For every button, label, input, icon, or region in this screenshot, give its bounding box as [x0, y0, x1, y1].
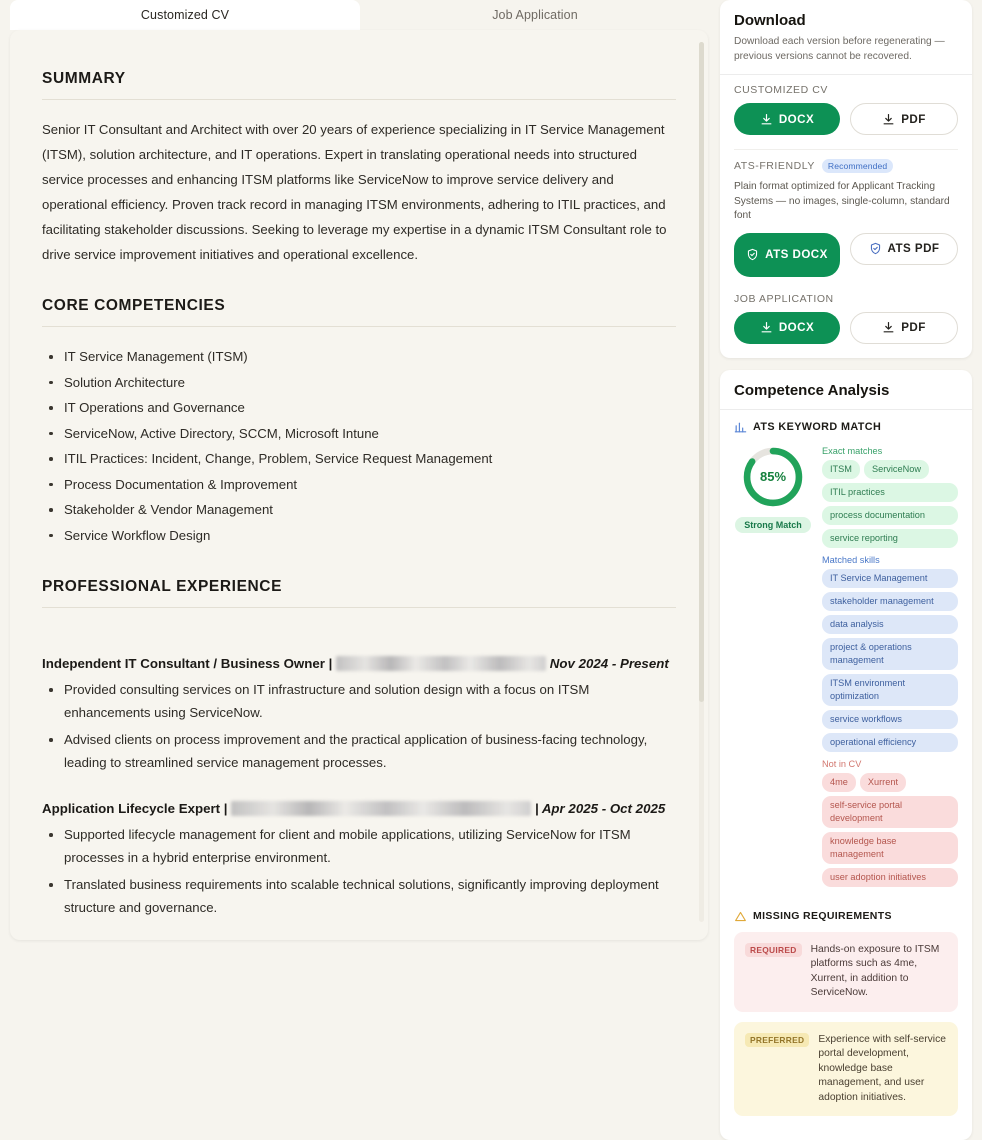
- tab-customized-cv-label: Customized CV: [141, 8, 229, 22]
- list-item: Solution Architecture: [42, 370, 676, 396]
- cv-scrollbar[interactable]: [699, 42, 704, 922]
- download-icon: [882, 113, 895, 126]
- job-title-line: [42, 798, 676, 820]
- missing-requirement-card-preferred: [734, 1022, 958, 1117]
- job-title: Independent IT Consultant / Business Owner |: [42, 656, 332, 671]
- cv-scrollbar-thumb[interactable]: [699, 42, 704, 702]
- list-item: IT Operations and Governance: [42, 395, 676, 421]
- keyword-tag: self-service portal development: [822, 796, 958, 828]
- tag-list-not-in-cv: [822, 773, 958, 887]
- bar-chart-icon: [734, 421, 747, 434]
- keyword-match-row: [734, 444, 958, 894]
- missing-requirements-label: MISSING REQUIREMENTS: [753, 910, 892, 922]
- ats-keyword-match-heading: [734, 421, 958, 434]
- tag-group-label-matched: Matched skills: [822, 555, 958, 565]
- tab-customized-cv[interactable]: [10, 0, 360, 30]
- cv-heading-core-competencies: CORE COMPETENCIES: [42, 297, 676, 315]
- download-job-pdf-button[interactable]: [850, 312, 958, 344]
- keyword-tag: data analysis: [822, 615, 958, 634]
- experience-entry: [42, 798, 676, 919]
- requirement-text: Hands-on exposure to ITSM platforms such as 4me, Xurrent, in addition to ServiceNow.: [811, 943, 947, 1001]
- divider: [42, 326, 676, 327]
- core-competencies-list: [42, 344, 676, 548]
- competence-title: Competence Analysis: [734, 382, 958, 399]
- missing-requirement-card-required: [734, 932, 958, 1012]
- job-dates: | Apr 2025 - Oct 2025: [535, 801, 665, 816]
- list-item: Supported lifecycle management for client and mobile applications, utilizing ServiceNow for ITSM processes in a hybrid enterprise environment.: [42, 823, 676, 869]
- competence-panel-header: [720, 370, 972, 409]
- missing-requirements-heading: [734, 910, 958, 923]
- divider: [42, 99, 676, 100]
- keyword-tag: IT Service Management: [822, 569, 958, 588]
- tag-group-label-exact: Exact matches: [822, 446, 958, 456]
- keyword-tag: 4me: [822, 773, 856, 792]
- score-donut: [740, 444, 806, 510]
- keyword-tag: user adoption initiatives: [822, 868, 958, 887]
- tag-list-matched: [822, 569, 958, 752]
- shield-check-icon: [746, 248, 759, 261]
- download-job-docx-button[interactable]: [734, 312, 840, 344]
- redacted-employer: [231, 801, 531, 816]
- download-ats-docx-button[interactable]: [734, 233, 840, 277]
- redacted-employer: [336, 656, 546, 671]
- download-ats-pdf-button[interactable]: [850, 233, 958, 265]
- download-group-ats-friendly: [720, 150, 972, 279]
- document-tabs: [0, 0, 720, 30]
- list-item: Stakeholder & Vendor Management: [42, 497, 676, 523]
- list-item: ServiceNow, Active Directory, SCCM, Microsoft Intune: [42, 421, 676, 447]
- download-group-label: [734, 159, 958, 173]
- keyword-tag: ITSM: [822, 460, 860, 479]
- cv-heading-summary: SUMMARY: [42, 70, 676, 88]
- keyword-tag: ServiceNow: [864, 460, 929, 479]
- tab-job-application-label: Job Application: [492, 8, 578, 22]
- download-icon: [760, 321, 773, 334]
- keyword-tag: process documentation: [822, 506, 958, 525]
- keyword-tag: operational efficiency: [822, 733, 958, 752]
- requirement-chip: PREFERRED: [745, 1033, 809, 1047]
- download-group-label-text: JOB APPLICATION: [734, 293, 834, 305]
- competence-panel-body: [720, 410, 972, 1140]
- job-bullet-list: [42, 823, 676, 919]
- download-group-label-text: CUSTOMIZED CV: [734, 84, 828, 96]
- download-job-pdf-label: PDF: [901, 321, 926, 334]
- download-group-label-text: ATS-FRIENDLY: [734, 160, 815, 172]
- keyword-tag: service reporting: [822, 529, 958, 548]
- cv-document-body: [10, 30, 708, 943]
- job-dates: Nov 2024 - Present: [550, 656, 669, 671]
- list-item: IT Service Management (ITSM): [42, 344, 676, 370]
- cv-summary-text: Senior IT Consultant and Architect with over 20 years of experience specializing in IT Service Management (ITSM), solution architecture, and IT operations. Expert in translating operational needs into structured service processes and enhancing ITSM platforms like ServiceNow to improve service delivery and operational efficiency. Proven track record in managing ITSM environments, adhering to ITIL practices, and facilitating stakeholder discussions. Seeking to leverage my expertise in a dynamic ITSM Consultant role to drive service improvement initiatives and operational excellence.: [42, 117, 676, 267]
- warning-triangle-icon: [734, 910, 747, 923]
- job-bullet-list: [42, 678, 676, 774]
- list-item: Translated business requirements into scalable technical solutions, significantly improving deployment structure and governance.: [42, 873, 676, 919]
- download-group-customized-cv: [720, 75, 972, 137]
- download-group-job-application: [720, 279, 972, 346]
- list-item: Advised clients on process improvement and the practical application of business-facing technology, leading to streamlined service management processes.: [42, 728, 676, 774]
- competence-analysis-panel: [720, 370, 972, 1140]
- download-ats-docx-label: ATS DOCX: [765, 248, 828, 261]
- list-item: Service Workflow Design: [42, 523, 676, 549]
- keyword-tag: project & operations management: [822, 638, 958, 670]
- list-item: Provided consulting services on IT infrastructure and solution design with a focus on ITSM enhancements using ServiceNow.: [42, 678, 676, 724]
- download-panel: [720, 0, 972, 358]
- match-score-gauge: [734, 444, 812, 894]
- download-button-row: [734, 233, 958, 277]
- spacer: [42, 548, 676, 578]
- download-group-label: [734, 84, 958, 96]
- sidebar-column: [720, 0, 982, 1024]
- download-button-row: [734, 103, 958, 135]
- keyword-tag: ITIL practices: [822, 483, 958, 502]
- spacer: [42, 778, 676, 798]
- tag-group-label-not-in-cv: Not in CV: [822, 759, 958, 769]
- keyword-tag: stakeholder management: [822, 592, 958, 611]
- ats-description: Plain format optimized for Applicant Tracking Systems — no images, single-column, standard font: [734, 180, 958, 224]
- spacer: [720, 346, 972, 358]
- download-cv-pdf-label: PDF: [901, 113, 926, 126]
- tab-job-application[interactable]: [360, 0, 710, 30]
- keyword-tag: Xurrent: [860, 773, 906, 792]
- download-button-row: [734, 312, 958, 344]
- download-panel-header: [720, 0, 972, 74]
- keyword-tag-groups: [822, 444, 958, 894]
- keyword-tag: knowledge base management: [822, 832, 958, 864]
- download-subtitle: Download each version before regenerating — previous versions cannot be recovered.: [734, 35, 958, 64]
- list-item: Process Documentation & Improvement: [42, 472, 676, 498]
- download-cv-pdf-button[interactable]: [850, 103, 958, 135]
- score-value: 85%: [740, 444, 806, 510]
- download-cv-docx-label: DOCX: [779, 113, 814, 126]
- download-job-docx-label: DOCX: [779, 321, 814, 334]
- keyword-tag: service workflows: [822, 710, 958, 729]
- recommended-badge: Recommended: [822, 159, 893, 173]
- download-group-label: [734, 293, 958, 305]
- download-icon: [882, 321, 895, 334]
- spacer: [42, 267, 676, 297]
- list-item: ITIL Practices: Incident, Change, Problem, Service Request Management: [42, 446, 676, 472]
- download-title: Download: [734, 12, 958, 29]
- experience-entry: [42, 653, 676, 774]
- download-cv-docx-button[interactable]: [734, 103, 840, 135]
- cv-heading-professional-experience: PROFESSIONAL EXPERIENCE: [42, 578, 676, 596]
- spacer: [42, 625, 676, 653]
- divider: [42, 607, 676, 608]
- ats-keyword-match-label: ATS KEYWORD MATCH: [753, 421, 881, 433]
- shield-check-icon: [869, 242, 882, 255]
- requirement-text: Experience with self-service portal development, knowledge base management, and user adoption initiatives.: [818, 1033, 947, 1106]
- job-title-line: [42, 653, 676, 675]
- keyword-tag: ITSM environment optimization: [822, 674, 958, 706]
- download-icon: [760, 113, 773, 126]
- match-strength-badge: Strong Match: [735, 517, 811, 533]
- download-ats-pdf-label: ATS PDF: [888, 242, 940, 255]
- job-title: Application Lifecycle Expert |: [42, 801, 228, 816]
- cv-document-card: [10, 30, 708, 940]
- tag-list-exact: [822, 460, 958, 548]
- requirement-chip: REQUIRED: [745, 943, 802, 957]
